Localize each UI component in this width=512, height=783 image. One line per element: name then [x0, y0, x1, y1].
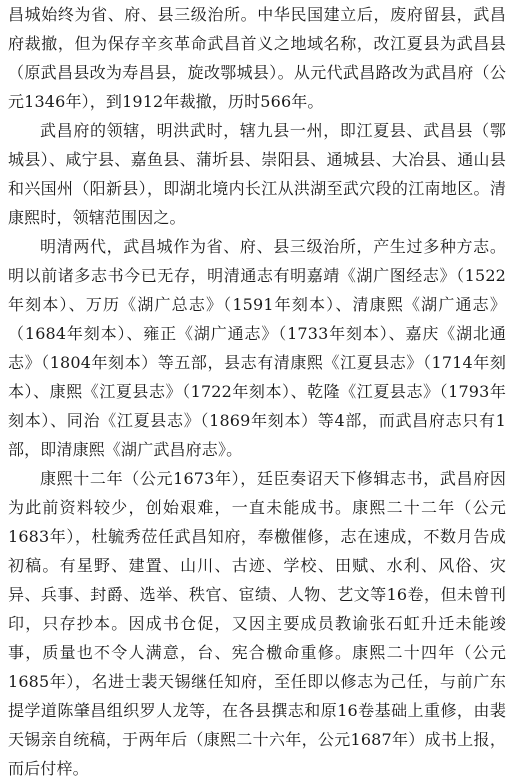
paragraph-1: 昌城始终为省、府、县三级治所。中华民国建立后，废府留县，武昌府裁撤，但为保存辛亥革命武昌首义之地域名称，改江夏县为武昌县（原武昌县改为寿昌县，旋改鄂城县）。从元代武昌路改为武昌府（公元1346年），到1912年裁撤，历时566年。 [8, 5, 506, 111]
paragraph-3: 明清两代，武昌城作为省、府、县三级治所，产生过多种方志。明以前诸多志书今已无存，明清通志有明嘉靖《湖广图经志》（1522年刻本）、万历《湖广总志》（1591年刻本）、清康熙《湖广通志》（1684年刻本）、雍正《湖广通志》（1733年刻本）、嘉庆《湖北通志》（1804年刻本）等五部，县志有清康熙《江夏县志》（1714年刻本）、康熙《江夏县志》（1722年刻本）、乾隆《江夏县志》（1793年刻本）、同治《江夏县志》（1869年刻本）等4部，而武昌府志只有1部，即清康熙《湖广武昌府志》。 [8, 237, 506, 459]
paragraph-2: 武昌府的领辖，明洪武时，辖九县一州，即江夏县、武昌县（鄂城县）、咸宁县、嘉鱼县、蒲圻县、崇阳县、通城县、大冶县、通山县和兴国州（阳新县），即湖北境内长江从洪湖至武穴段的江南地区。清康熙时，领辖范围因之。 [8, 121, 506, 227]
paragraph-4: 康熙十二年（公元1673年），廷臣奏诏天下修辑志书，武昌府因为此前资料较少，创始艰难，一直未能成书。康熙二十二年（公元1683年），杜毓秀莅任武昌知府，奉檄催修，志在速成，不数月告成初稿。有星野、建置、山川、古迹、学校、田赋、水利、风俗、灾异、兵事、封爵、选举、秩官、宦绩、人物、艺文等16卷，但未曾刊印，只存抄本。因成书仓促，又因主要成员教谕张石虹升迁未能竣事，质量也不令人满意，台、宪合檄命重修。康熙二十四年（公元1685年），名进士裴天锡继任知府，至任即以修志为己任，与前广东提学道陈肇昌组织罗人龙等，在各县撰志和原16卷基础上重修，由裴天锡亲自统稿，于两年后（康熙二十六年，公元1687年）成书上报，而后付梓。 [8, 469, 506, 778]
